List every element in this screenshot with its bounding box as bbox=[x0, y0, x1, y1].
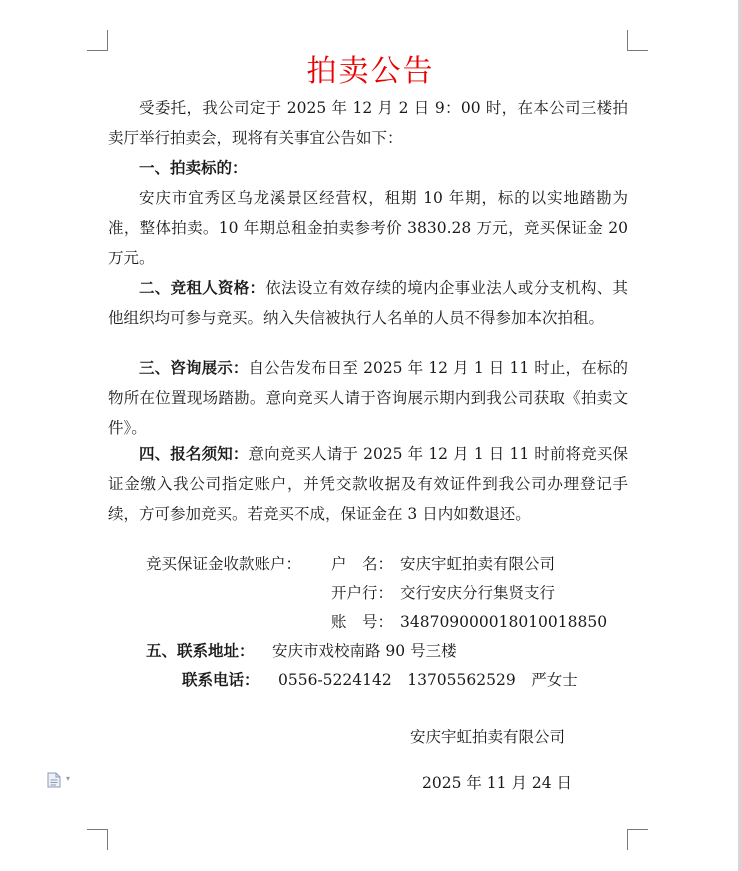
section2-heading: 二、竞租人资格： bbox=[139, 278, 266, 297]
document-title: 拍卖公告 bbox=[306, 54, 435, 89]
section1-heading: 一、拍卖标的： bbox=[139, 158, 248, 177]
intro-paragraph bbox=[108, 93, 628, 153]
section3-heading: 三、咨询展示： bbox=[139, 358, 249, 377]
phone-label: 联系电话： bbox=[182, 670, 260, 689]
section4-paragraph bbox=[108, 439, 628, 529]
account-number-label: 账 号： bbox=[331, 613, 394, 631]
section1-paragraph bbox=[108, 183, 628, 273]
margin-mark-top-right bbox=[627, 30, 648, 51]
document-icon[interactable] bbox=[47, 772, 61, 788]
section3-body: 自公告发布日至 2025 年 12 月 1 日 11 时止，在标的物所在位置现场踏勘。意向竞买人请于咨询展示期内到我公司获取《拍卖文件》。 bbox=[108, 359, 628, 437]
section5-heading: 五、联系地址： bbox=[146, 641, 255, 660]
account-name: 安庆宇虹拍卖有限公司 bbox=[400, 555, 556, 573]
signature-date: 2025 年 11 月 24 日 bbox=[422, 774, 573, 792]
account-label: 竞买保证金收款账户： bbox=[146, 555, 302, 573]
section3-paragraph bbox=[108, 353, 628, 443]
margin-mark-bottom-left bbox=[87, 829, 108, 850]
section2-paragraph bbox=[108, 273, 628, 333]
account-bank: 交行安庆分行集贤支行 bbox=[400, 584, 556, 602]
section1-heading-line bbox=[108, 153, 628, 183]
margin-mark-top-left bbox=[87, 30, 108, 51]
section1-body: 安庆市宜秀区乌龙溪景区经营权，租期 10 年期，标的以实地踏勘为准，整体拍卖。10 年期总租金拍卖参考价 3830.28 万元，竞买保证金 20 万元。 bbox=[108, 189, 628, 267]
section4-body: 意向竞买人请于 2025 年 12 月 1 日 11 时前将竞买保证金缴入我公司指定账户，并凭交款收据及有效证件到我公司办理登记手续，方可参加竞买。若竞买不成，保证金在 3 日内如数退还。 bbox=[108, 445, 628, 523]
section5-address: 安庆市戏校南路 90 号三楼 bbox=[272, 642, 457, 660]
section4-heading: 四、报名须知： bbox=[139, 444, 249, 463]
account-number: 348709000018010018850 bbox=[400, 613, 608, 631]
chevron-down-icon[interactable]: ▾ bbox=[66, 774, 71, 783]
intro-text: 受委托，我公司定于 2025 年 12 月 2 日 9：00 时，在本公司三楼拍卖厅举行拍卖会，现将有关事宜公告如下： bbox=[108, 99, 628, 147]
section2-body: 依法设立有效存续的境内企事业法人或分支机构、其他组织均可参与竞买。纳入失信被执行人名单的人员不得参加本次拍租。 bbox=[108, 279, 628, 327]
account-bank-label: 开户行： bbox=[331, 584, 394, 602]
phone-numbers: 0556-5224142 13705562529 严女士 bbox=[278, 671, 578, 689]
signature-company: 安庆宇虹拍卖有限公司 bbox=[410, 728, 566, 746]
margin-mark-bottom-right bbox=[627, 829, 648, 850]
account-name-label: 户 名： bbox=[331, 555, 394, 573]
